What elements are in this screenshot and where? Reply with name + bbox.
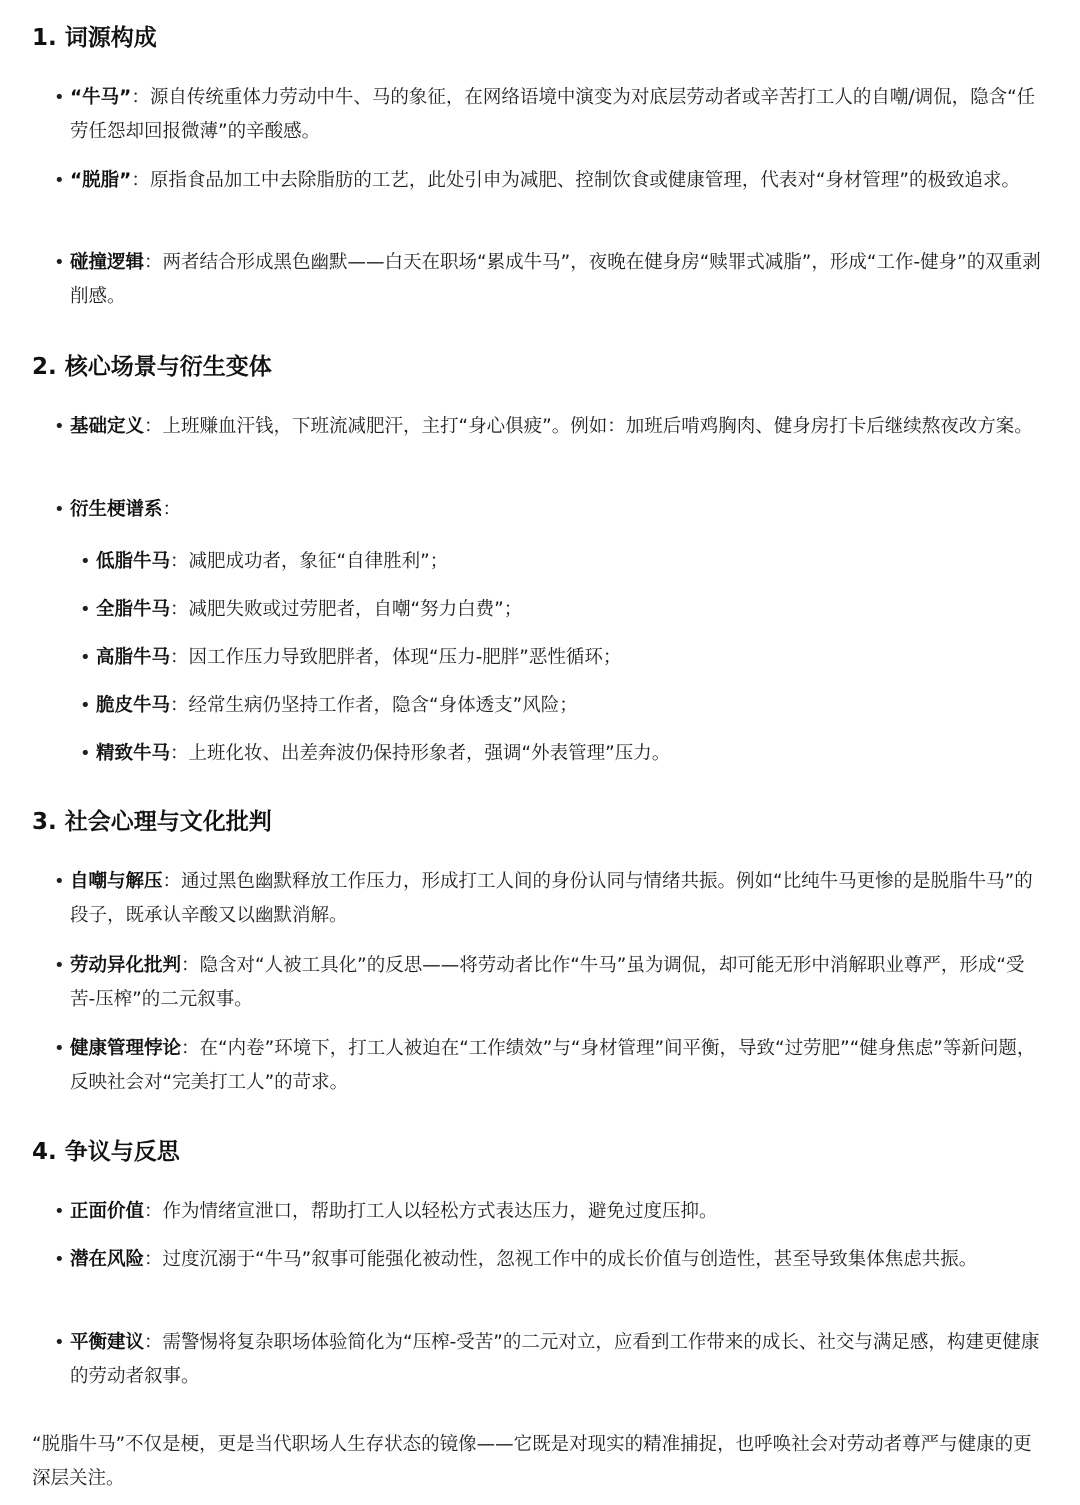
list-item: • 正面价值：作为情绪宣泄口，帮助打工人以轻松方式表达压力，避免过度压抑。	[70, 1195, 1042, 1229]
list-item: • “牛马”：源自传统重体力劳动中牛、马的象征，在网络语境中演变为对底层劳动者或辛苦打工人的自嘲/调侃，隐含“任劳任怨却回报微薄”的辛酸感。	[70, 81, 1042, 149]
term: 自嘲与解压	[70, 871, 163, 892]
term: 全脂牛马	[96, 599, 171, 620]
section-2-heading: 2. 核心场景与衍生变体	[32, 354, 272, 380]
list-item: • 潜在风险：过度沉溺于“牛马”叙事可能强化被动性，忽视工作中的成长价值与创造性，甚至导致集体焦虑共振。	[70, 1243, 1042, 1277]
term: 精致牛马	[96, 743, 171, 764]
bullet-icon: •	[54, 1332, 65, 1353]
list-item: • 基础定义：上班赚血汗钱，下班流减肥汗，主打“身心俱疲”。例如：加班后啃鸡胸肉、健身房打卡后继续熬夜改方案。	[70, 410, 1042, 444]
bullet-icon: •	[80, 743, 91, 764]
term: 健康管理悖论	[70, 1038, 182, 1059]
item-text: 减肥成功者，象征“自律胜利”；	[188, 551, 449, 572]
item-text: 因工作压力导致肥胖者，体现“压力-肥胖”恶性循环；	[188, 647, 622, 668]
bullet-icon: •	[80, 647, 91, 668]
item-text: 作为情绪宣泄口，帮助打工人以轻松方式表达压力，避免过度压抑。	[162, 1201, 718, 1222]
item-text: 两者结合形成黑色幽默——白天在职场“累成牛马”，夜晚在健身房“赎罪式减脂”，形成“工作-健身”的双重剥削感。	[70, 252, 1041, 307]
bullet-icon: •	[54, 252, 65, 273]
bullet-icon: •	[54, 170, 65, 191]
conclusion-paragraph: “脱脂牛马”不仅是梗，更是当代职场人生存状态的镜像——它既是对现实的精准捕捉，也呼唤社会对劳动者尊严与健康的更深层关注。	[32, 1434, 1032, 1489]
term: 劳动异化批判	[70, 955, 182, 976]
term: 碰撞逻辑	[70, 252, 145, 273]
item-text: 需警惕将复杂职场体验简化为“压榨-受苦”的二元对立，应看到工作带来的成长、社交与满足感，构建更健康的劳动者叙事。	[70, 1332, 1040, 1387]
list-item: • 衍生梗谱系：	[70, 493, 1042, 527]
bullet-icon: •	[80, 695, 91, 716]
bullet-icon: •	[80, 599, 91, 620]
list-item: • 自嘲与解压：通过黑色幽默释放工作压力，形成打工人间的身份认同与情绪共振。例如“比纯牛马更惨的是脱脂牛马”的段子，既承认辛酸又以幽默消解。	[70, 865, 1042, 933]
item-text: 在“内卷”环境下，打工人被迫在“工作绩效”与“身材管理”间平衡，导致“过劳肥”“健身焦虑”等新问题，反映社会对“完美打工人”的苛求。	[70, 1038, 1036, 1093]
item-text: 经常生病仍坚持工作者，隐含“身体透支”风险；	[188, 695, 578, 716]
term: 高脂牛马	[96, 647, 171, 668]
list-item: • 劳动异化批判：隐含对“人被工具化”的反思——将劳动者比作“牛马”虽为调侃，却可能无形中消解职业尊严，形成“受苦-压榨”的二元叙事。	[70, 949, 1042, 1017]
term: 平衡建议	[70, 1332, 145, 1353]
term: 基础定义	[70, 416, 145, 437]
list-item: • “脱脂”：原指食品加工中去除脂肪的工艺，此处引申为减肥、控制饮食或健康管理，代表对“身材管理”的极致追求。	[70, 164, 1042, 198]
item-text: 源自传统重体力劳动中牛、马的象征，在网络语境中演变为对底层劳动者或辛苦打工人的自嘲/调侃，隐含“任劳任怨却回报微薄”的辛酸感。	[70, 87, 1036, 142]
item-text: 减肥失败或过劳肥者，自嘲“努力白费”；	[188, 599, 523, 620]
item-text: 上班赚血汗钱，下班流减肥汗，主打“身心俱疲”。例如：加班后啃鸡胸肉、健身房打卡后继续熬夜改方案。	[162, 416, 1033, 437]
bullet-icon: •	[54, 499, 65, 520]
term: 潜在风险	[70, 1249, 145, 1270]
section-4-heading: 4. 争议与反思	[32, 1139, 180, 1165]
term: 低脂牛马	[96, 551, 171, 572]
sub-list-item: • 全脂牛马：减肥失败或过劳肥者，自嘲“努力白费”；	[96, 593, 1042, 627]
item-text: 过度沉溺于“牛马”叙事可能强化被动性，忽视工作中的成长价值与创造性，甚至导致集体焦虑共振。	[162, 1249, 978, 1270]
item-text: 上班化妆、出差奔波仍保持形象者，强调“外表管理”压力。	[188, 743, 671, 764]
sub-list-item: • 脆皮牛马：经常生病仍坚持工作者，隐含“身体透支”风险；	[96, 689, 1042, 723]
item-text: 通过黑色幽默释放工作压力，形成打工人间的身份认同与情绪共振。例如“比纯牛马更惨的是脱脂牛马”的段子，既承认辛酸又以幽默消解。	[70, 871, 1033, 926]
bullet-icon: •	[54, 955, 65, 976]
sub-list-item: • 精致牛马：上班化妆、出差奔波仍保持形象者，强调“外表管理”压力。	[96, 737, 1042, 771]
item-text: 隐含对“人被工具化”的反思——将劳动者比作“牛马”虽为调侃，却可能无形中消解职业尊严，形成“受苦-压榨”的二元叙事。	[70, 955, 1025, 1010]
section-3-heading: 3. 社会心理与文化批判	[32, 809, 272, 835]
term: “脱脂”	[70, 170, 132, 191]
bullet-icon: •	[54, 87, 65, 108]
bullet-icon: •	[54, 871, 65, 892]
section-1-heading: 1. 词源构成	[32, 25, 157, 51]
bullet-icon: •	[54, 1038, 65, 1059]
term: 正面价值	[70, 1201, 145, 1222]
item-text: 原指食品加工中去除脂肪的工艺，此处引申为减肥、控制饮食或健康管理，代表对“身材管理”的极致追求。	[149, 170, 1021, 191]
bullet-icon: •	[54, 1249, 65, 1270]
list-item: • 平衡建议：需警惕将复杂职场体验简化为“压榨-受苦”的二元对立，应看到工作带来的成长、社交与满足感，构建更健康的劳动者叙事。	[70, 1326, 1042, 1394]
term: “牛马”	[70, 87, 132, 108]
bullet-icon: •	[54, 416, 65, 437]
sub-list-item: • 高脂牛马：因工作压力导致肥胖者，体现“压力-肥胖”恶性循环；	[96, 641, 1042, 675]
list-item: • 碰撞逻辑：两者结合形成黑色幽默——白天在职场“累成牛马”，夜晚在健身房“赎罪式减脂”，形成“工作-健身”的双重剥削感。	[70, 246, 1042, 314]
list-item: • 健康管理悖论：在“内卷”环境下，打工人被迫在“工作绩效”与“身材管理”间平衡，导致“过劳肥”“健身焦虑”等新问题，反映社会对“完美打工人”的苛求。	[70, 1032, 1042, 1100]
term: 衍生梗谱系	[70, 499, 163, 520]
bullet-icon: •	[54, 1201, 65, 1222]
term: 脆皮牛马	[96, 695, 171, 716]
sub-list-item: • 低脂牛马：减肥成功者，象征“自律胜利”；	[96, 545, 1042, 579]
bullet-icon: •	[80, 551, 91, 572]
